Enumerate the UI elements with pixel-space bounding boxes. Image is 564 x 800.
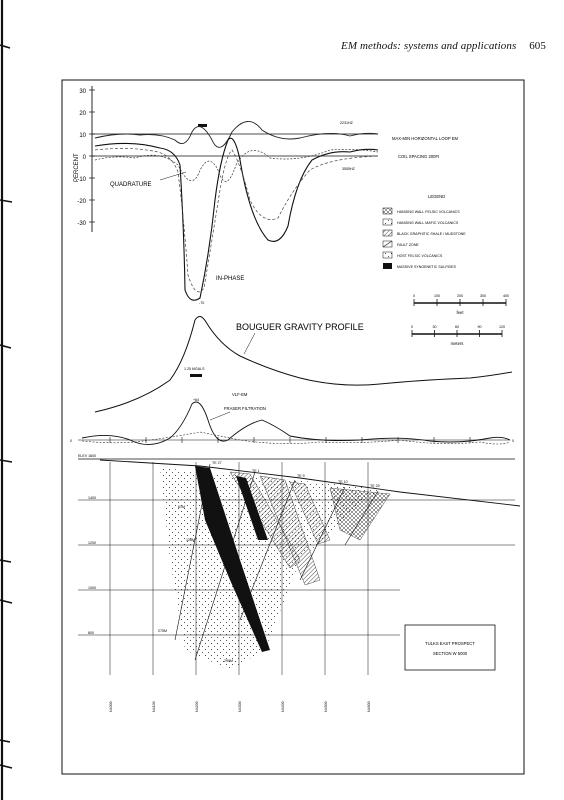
- grid-id-n4300: N4300: [238, 701, 242, 712]
- quadrature-label: QUADRATURE: [110, 182, 152, 188]
- elev-1200: 1200: [88, 541, 96, 545]
- feet-tick-300: 300: [480, 294, 486, 298]
- drillhole-te9: TE 9: [297, 474, 305, 478]
- feet-tick-200: 200: [457, 294, 463, 298]
- vlf-filter-label: FRASER FILTRATION: [224, 406, 266, 411]
- elevation-label: ELEV 1600: [78, 454, 97, 458]
- depth-299m: 299M: [224, 659, 233, 663]
- drillhole-te27: TE 27: [212, 461, 222, 465]
- section-box-line2: SECTION W 5000: [432, 651, 468, 656]
- vlf-zero-left: 0: [70, 439, 72, 443]
- drillhole-te10: TE 10: [338, 480, 348, 484]
- feet-tick-100: 100: [434, 294, 440, 298]
- coil-spacing: COIL SPACING 200Ft: [398, 154, 440, 159]
- legend-swatch-sulfides: [383, 263, 392, 269]
- feet-tick-0: 0: [413, 294, 415, 298]
- drillhole-te1: TE 1: [252, 469, 260, 473]
- legend-item-5: HOST FELSIC VOLCANICS: [397, 254, 443, 258]
- legend-item-6: MASSIVE SYNGENETIC SULFIDES: [397, 265, 456, 269]
- meters-tick-60: 60: [455, 325, 459, 329]
- gravity-title: BOUGUER GRAVITY PROFILE: [236, 322, 364, 332]
- legend-swatch-shale: [383, 230, 392, 236]
- legend-swatch-mafic-hw: [383, 219, 392, 225]
- quadrature-curve-low: [95, 149, 378, 181]
- legend-item-2: HANGING WALL MAFIC VOLCANICS: [397, 221, 459, 225]
- grid-id-n4600: N4600: [367, 701, 371, 712]
- feet-tick-400: 400: [503, 294, 509, 298]
- elev-800: 800: [88, 631, 94, 635]
- vlf-peak-label: +64: [193, 398, 200, 402]
- meters-tick-120: 120: [499, 325, 505, 329]
- em-tick-0: 0: [82, 155, 86, 161]
- drillhole-te29: TE 29: [370, 484, 380, 488]
- inphase-min-label: -70: [199, 301, 205, 305]
- depth-61m: 61M: [178, 505, 185, 509]
- meters-tick-0: 0: [411, 325, 413, 329]
- vlf-title: VLF-EM: [232, 392, 248, 397]
- em-tick-30: 30: [79, 89, 86, 95]
- em-tick-10: 10: [79, 133, 86, 139]
- feet-unit: feet: [456, 310, 464, 315]
- grid-id-n4400: N4400: [281, 701, 285, 712]
- meters-tick-90: 90: [477, 325, 482, 329]
- gravity-scale-bar: [190, 374, 202, 377]
- freq-low-label: 3555HZ: [342, 167, 355, 171]
- em-tick-neg20: -20: [77, 199, 86, 205]
- freq-high-label: 2231HZ: [340, 121, 353, 125]
- em-tick-neg10: -10: [77, 177, 86, 183]
- depth-128m: 128M: [186, 538, 195, 542]
- em-tick-neg30: -30: [77, 221, 86, 227]
- section-box: [405, 625, 495, 670]
- legend: [383, 208, 392, 269]
- elev-1400: 1400: [88, 496, 96, 500]
- em-tick-20: 20: [79, 111, 86, 117]
- page-number: 605: [529, 40, 546, 52]
- legend-item-1: HANGING WALL FELSIC VOLCANICS: [397, 210, 460, 214]
- legend-swatch-host-felsic: [383, 252, 392, 258]
- elev-1000: 1000: [88, 586, 96, 590]
- grid-id-n4200: N4200: [195, 701, 199, 712]
- section-box-line1: TULKS EAST PROSPECT: [425, 641, 475, 646]
- grid-id-n4000: N4000: [109, 701, 113, 712]
- vlf-zero-right: 0: [512, 439, 514, 443]
- scale-bar-meters: [412, 330, 502, 337]
- inphase-label: IN-PHASE: [216, 276, 245, 282]
- grid-id-n4100: N4100: [152, 701, 156, 712]
- header-title: EM methods: systems and applications: [341, 40, 517, 52]
- meters-unit: meters: [450, 341, 464, 346]
- em-title: MAX-MIN HORIZONTAL LOOP EM: [392, 136, 458, 141]
- hanging-wall-felsic-unit: [330, 488, 390, 540]
- meters-tick-30: 30: [432, 325, 437, 329]
- legend-item-4: FAULT ZONE: [397, 243, 419, 247]
- em-axis-label: PERCENT: [74, 153, 80, 182]
- depth-275m: 275M: [158, 629, 167, 633]
- legend-title: LEGEND: [428, 194, 446, 199]
- scale-bar-feet: [414, 299, 506, 306]
- legend-item-3: BLACK GRAPHITIC SHALE / MUDSTONE: [397, 232, 466, 236]
- gravity-scale-label: 1.25 MGALS: [184, 367, 205, 371]
- legend-swatch-felsic-hw: [383, 208, 392, 214]
- grid-id-n4500: N4500: [324, 701, 328, 712]
- inphase-curve-low: [95, 148, 378, 291]
